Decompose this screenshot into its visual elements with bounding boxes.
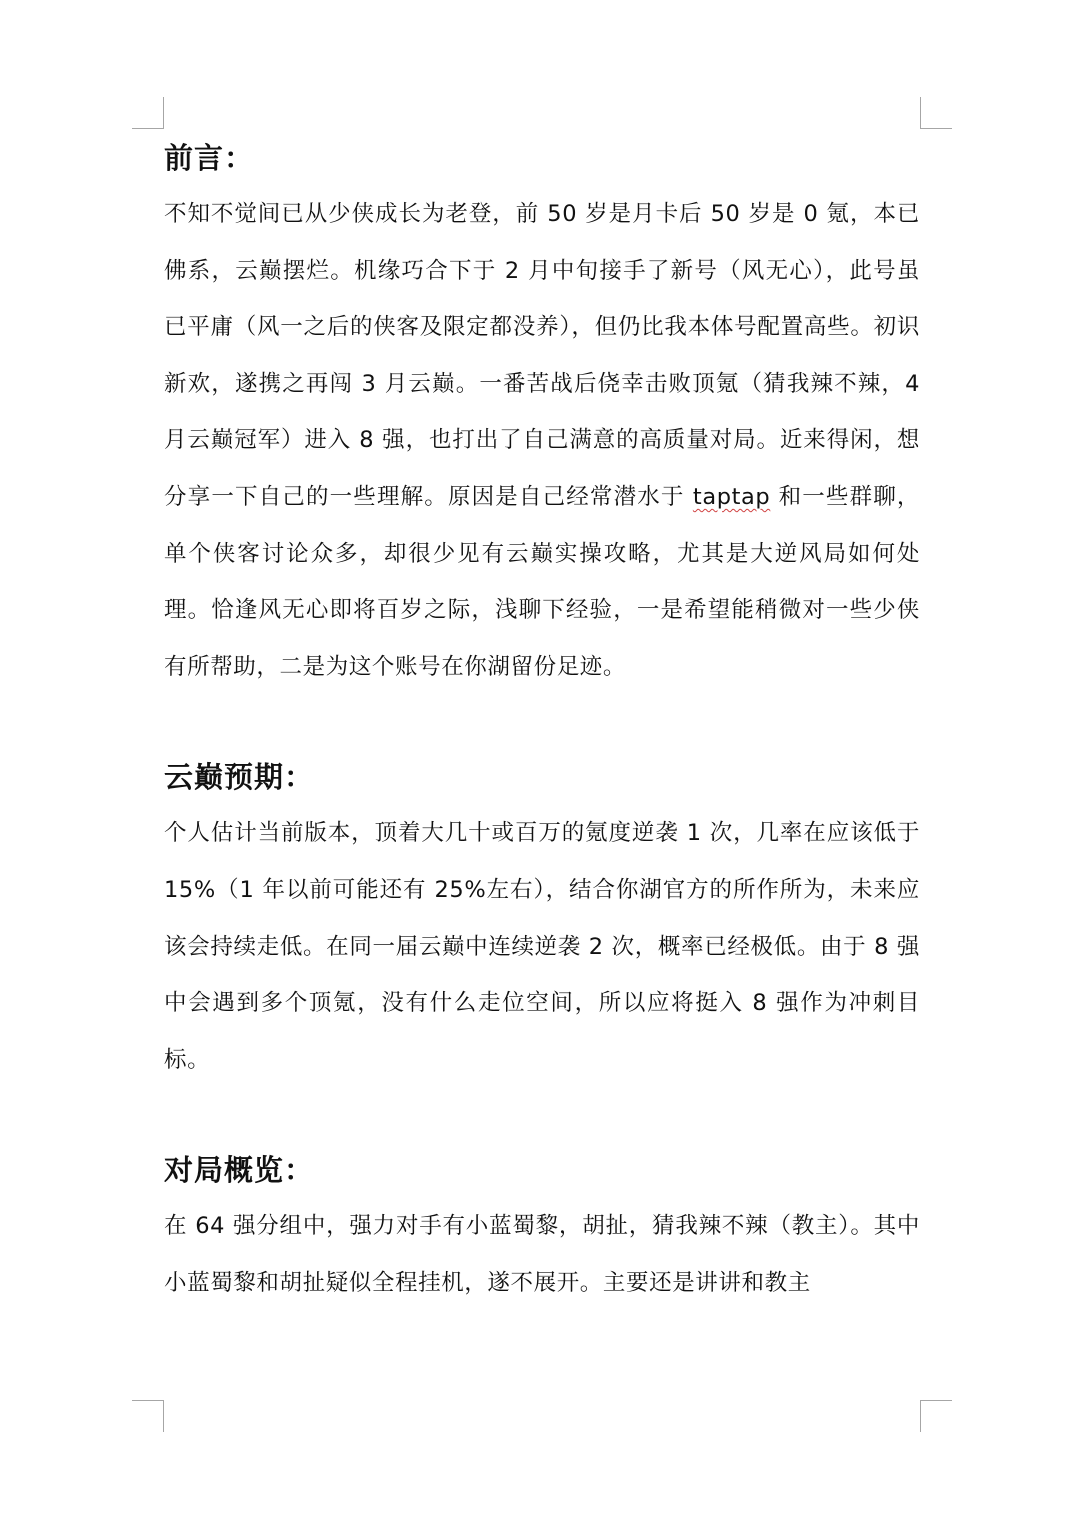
section-heading-overview: 对局概览：: [164, 1153, 315, 1188]
preface-text-part-2: 和一些群聊，单个侠客讨论众多，却很少见有云巅实操攻略，尤其是大逆风局如何处理。恰逢风无心即将百岁之际，浅聊下经验，一是希望能稍微对一些少侠有所帮助，二是为这个账号在你湖留份足迹。: [164, 483, 921, 680]
document-body: [164, 130, 920, 1312]
section-paragraph-overview: 在 64 强分组中，强力对手有小蓝蜀黎，胡扯，猜我辣不辣（教主）。其中小蓝蜀黎和胡扯疑似全程挂机，遂不展开。主要还是讲讲和教主: [164, 1213, 920, 1296]
section-paragraph-expectation: 个人估计当前版本，顶着大几十或百万的氪度逆袭 1 次，几率在应该低于 15%（1 年以前可能还有 25%左右），结合你湖官方的所作所为，未来应该会持续走低。在同一届云巅中连续逆袭 2 次，概率已经极低。由于 8 强中会遇到多个顶氪，没有什么走位空间，所以应将挺入 8 强作为冲刺目标。: [164, 820, 920, 1073]
crop-mark-bottom-right-v: [920, 1400, 921, 1432]
crop-mark-top-left-h: [132, 128, 164, 129]
section-heading-preface: 前言：: [164, 141, 255, 175]
crop-mark-bottom-right-h: [920, 1400, 952, 1401]
paragraph-spacer: [164, 1088, 920, 1142]
crop-mark-bottom-left-v: [163, 1400, 164, 1432]
preface-text-part-1: 不知不觉间已从少侠成长为老登，前 50 岁是月卡后 50 岁是 0 氪，本已佛系，云巅摆烂。机缘巧合下于 2 月中旬接手了新号（风无心），此号虽已平庸（风一之后的侠客及限定都没养），但仍比我本体号配置高些。初识新欢，遂携之再闯 3 月云巅。一番苦战后侥幸击败顶氪（猜我辣不辣，4 月云巅冠军）进入 8 强，也打出了自己满意的高质量对局。近来得闲，想分享一下自己的一些理解。原因是自己经常潜水于: [164, 201, 920, 510]
crop-mark-bottom-left-h: [132, 1400, 164, 1401]
spellcheck-flagged-word: taptap: [692, 483, 771, 510]
section-heading-expectation: 云巅预期：: [164, 760, 315, 795]
crop-mark-top-right-v: [920, 97, 921, 129]
crop-mark-top-right-h: [920, 128, 952, 129]
crop-mark-top-left-v: [163, 97, 164, 129]
paragraph-spacer: [164, 695, 920, 749]
section-paragraph-preface: [164, 186, 920, 695]
